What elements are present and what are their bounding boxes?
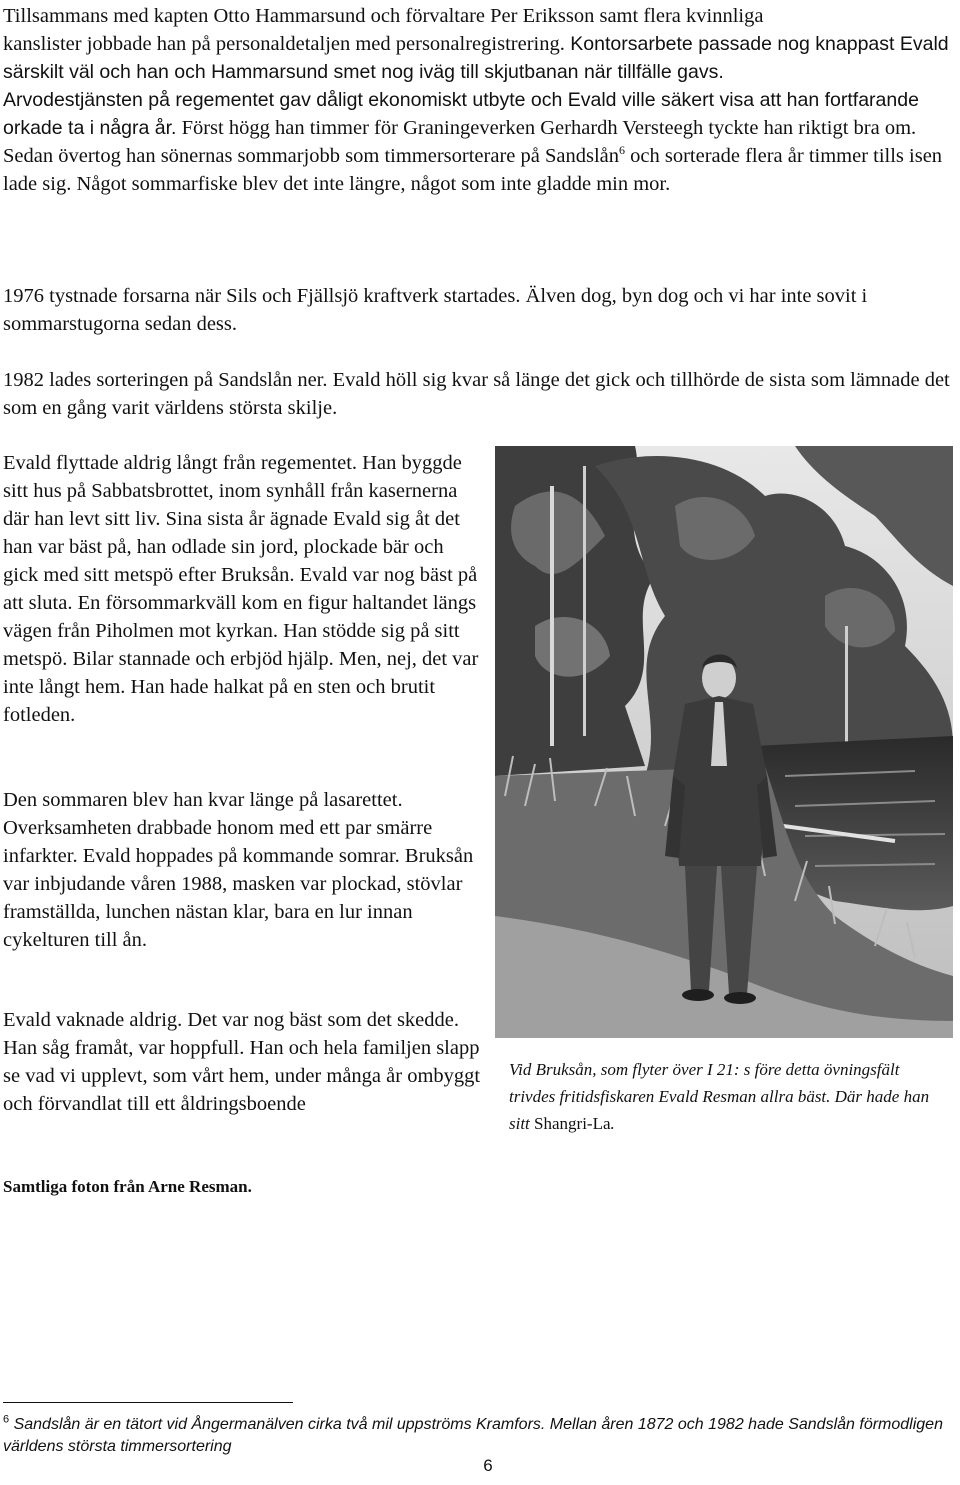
article-body-top — [3, 2, 953, 198]
paragraph-arvode — [3, 86, 953, 198]
text: Först högg han timmer för Graningeverken Gerhardh Versteegh tyckte han riktigt bra om. Sedan övertog han sönernas sommarjobb som timmersorterare på Sandslån — [3, 117, 917, 167]
photo-caption — [509, 1056, 949, 1137]
text: och sorterade flera år timmer tills isen lade sig. Något sommarfiske blev det inte längre, något som inte gladde min mor. — [3, 145, 943, 195]
paragraph-vaknade: Evald vaknade aldrig. Det var nog bäst som det skedde. Han såg framåt, var hoppfull. Han och hela familjen slapp se vad vi upplevt, som vårt hem, under många år ombyggt och förvandlat till ett åldringsboende — [3, 1009, 481, 1115]
footnote — [3, 1414, 943, 1458]
footnote-number: 6 — [3, 1413, 10, 1426]
photo-illustration — [495, 446, 953, 1038]
paragraph-personnel — [3, 2, 953, 86]
footnote-text: Sandslån är en tätort vid Ångermanälven cirka två mil uppströms Kramfors. Mellan åren 1872 och 1982 hade Sandslån förmodligen världens största timmersortering — [3, 1416, 943, 1455]
text: Kontorsarbete passade nog knappast Evald särskilt väl och han och Hammarsund smet nog iväg till skjutbanan när tillfälle gavs. — [3, 33, 949, 83]
caption-text: Vid Bruksån, som flyter över I 21: s före detta övningsfält trivdes fritidsfiskaren Evald Resman allra bäst. Där hade han sitt — [509, 1060, 930, 1133]
page-number: 6 — [483, 1456, 493, 1475]
photo-credit: Samtliga foton från Arne Resman. — [3, 1177, 252, 1196]
text: Tillsammans med kapten Otto Hammarsund och förvaltare Per Eriksson samt flera kvinnliga — [3, 5, 764, 27]
photo-evald-resman — [495, 446, 953, 1038]
caption-place: Shangri-La — [534, 1114, 611, 1133]
paragraph-lasarettet: Den sommaren blev han kvar länge på lasarettet. Overksamheten drabbade honom med ett par smärre infarkter. Evald hoppades på kommande somrar. Bruksån var inbjudande våren 1988, masken var plockad, stövlar framställda, lunchen nästan klar, bara en lur innan cykelturen till ån. — [3, 789, 474, 951]
paragraph-1982: 1982 lades sorteringen på Sandslån ner. Evald höll sig kvar så länge det gick och tillhörde de sista som lämnade det som en gång varit världens största skilje. — [3, 369, 950, 419]
paragraph-1976: 1976 tystnade forsarna när Sils och Fjällsjö kraftverk startades. Älven dog, byn dog och vi har inte sovit i sommarstugorna sedan dess. — [3, 285, 868, 335]
footnote-divider — [3, 1402, 293, 1403]
footnote-reference[interactable]: 6 — [619, 143, 625, 158]
text: kanslister jobbade han på personaldetaljen med personalregistrering. — [3, 33, 565, 55]
text: Arvodestjänsten på regementet gav dåligt ekonomiskt utbyte och Evald ville säkert visa att han fortfarande orkade ta i några år. — [3, 89, 919, 139]
paragraph-regementet: Evald flyttade aldrig långt från regementet. Han byggde sitt hus på Sabbatsbrottet, inom synhåll från kasernerna där han levt sitt liv. Sina sista år ägnade Evald sig åt det han var bäst på, han odlade sin jord, plockade bär och gick med sitt metspö efter Bruksån. Evald var nog bäst på att sluta. En försommarkväll kom en figur haltandet längs vägen från Piholmen mot kyrkan. Han stödde sig på sitt metspö. Bilar stannade och erbjöd hjälp. Men, nej, det var inte långt hem. Han hade halkat på en sten och brutit fotleden. — [3, 452, 479, 726]
caption-end: . — [610, 1114, 615, 1133]
